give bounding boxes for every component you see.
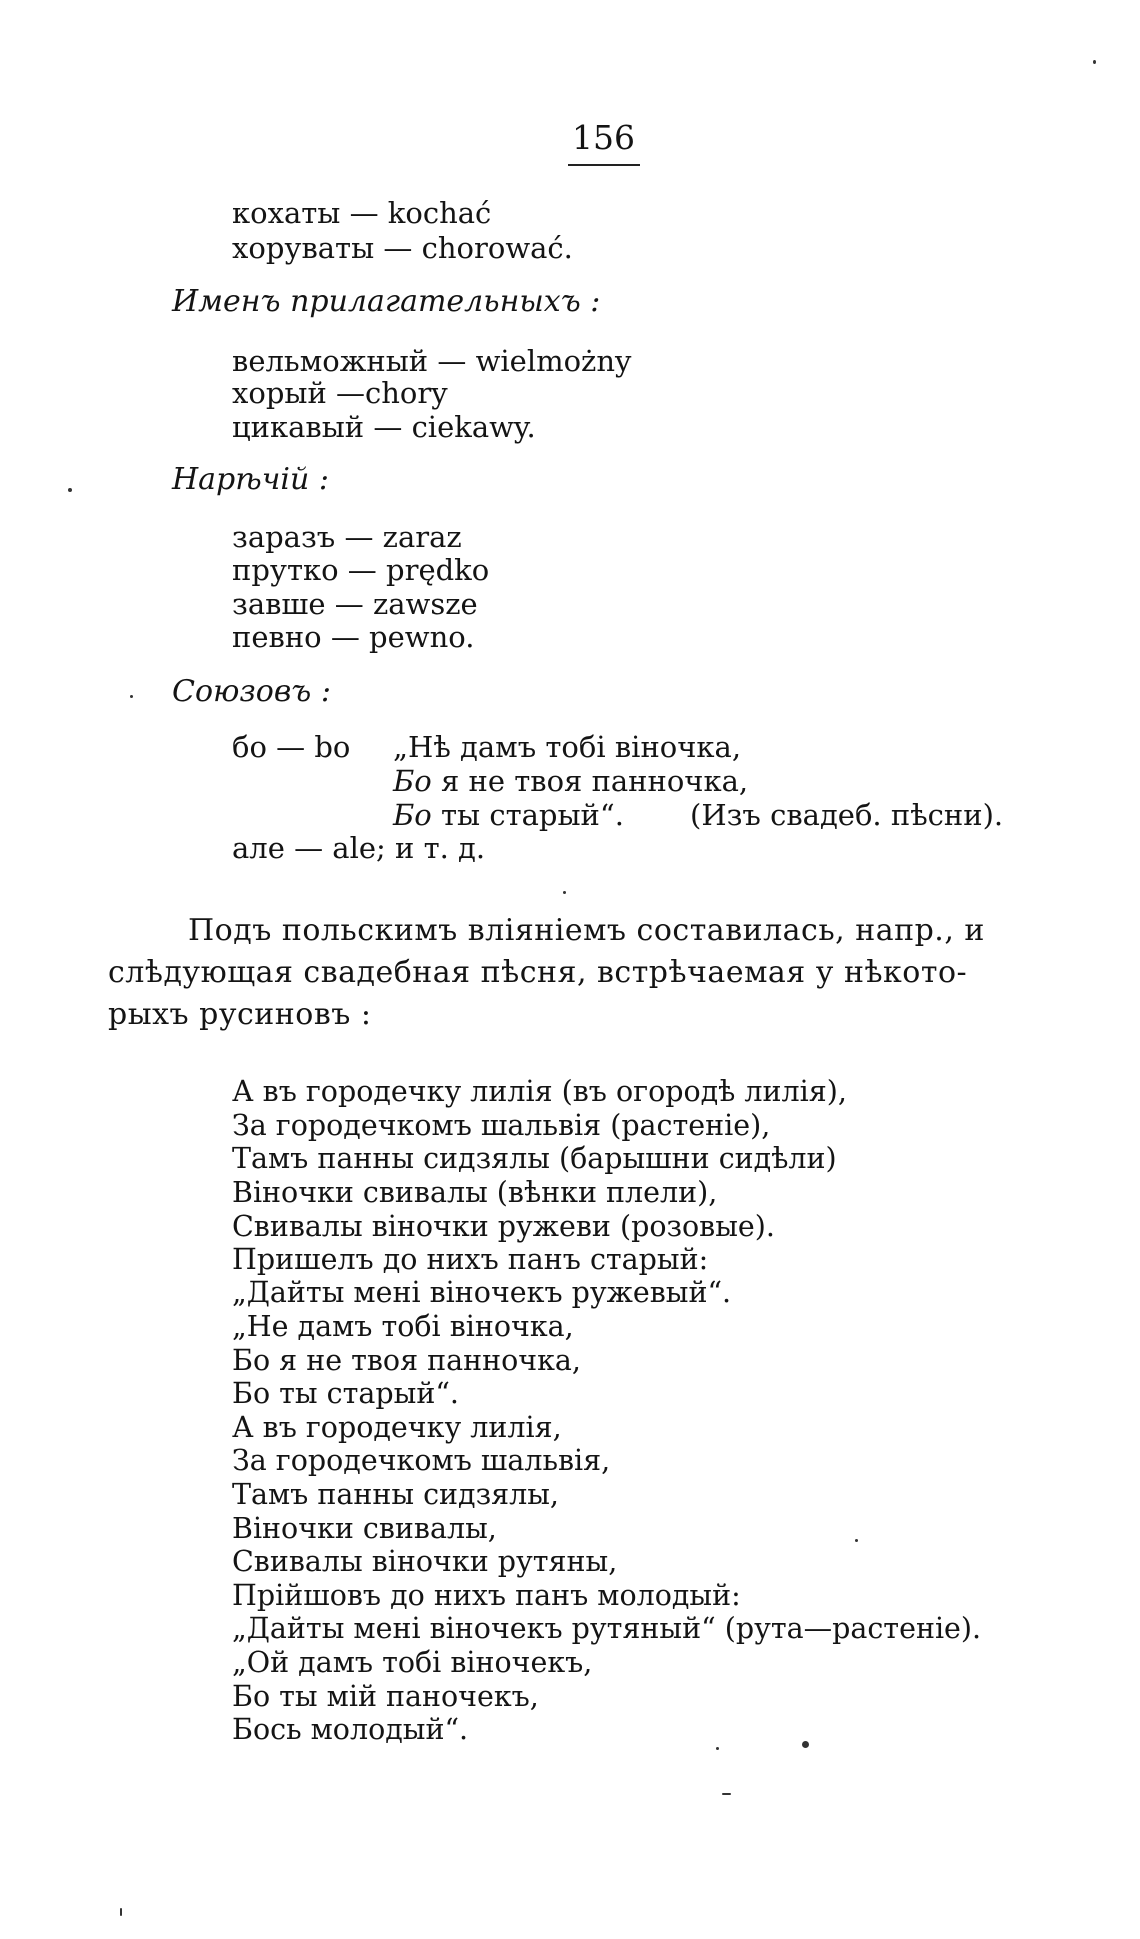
adverb-line-3: завше — zawsze bbox=[232, 587, 478, 621]
ink-speck bbox=[120, 1908, 122, 1916]
ink-speck bbox=[563, 891, 566, 894]
song-line: За городечкомъ шальвія (растеніе), bbox=[232, 1109, 771, 1142]
song-line: Прійшовъ до нихъ панъ молодый: bbox=[232, 1579, 741, 1612]
adjective-line-3: цикавый — ciekawy. bbox=[232, 410, 536, 444]
paragraph-line-3: рыхъ русиновъ : bbox=[108, 997, 372, 1032]
ink-speck bbox=[130, 695, 133, 698]
song-line: Бо я не твоя панночка, bbox=[232, 1344, 581, 1377]
song-line: А въ городечку лилія, bbox=[232, 1411, 562, 1444]
paragraph-line-1: Подъ польскимъ вліяніемъ составилась, напр., и bbox=[188, 913, 985, 948]
song-line: Тамъ панны сидзялы, bbox=[232, 1478, 559, 1511]
ink-speck bbox=[68, 488, 72, 492]
quote-line-3 bbox=[393, 798, 624, 832]
adverbs-heading: Нарѣчій : bbox=[172, 462, 329, 497]
source-note: (Изъ свадеб. пѣсни). bbox=[690, 798, 1004, 832]
song-line: Тамъ панны сидзялы (барышни сидѣли) bbox=[232, 1142, 837, 1175]
adjectives-heading: Именъ прилагательныхъ : bbox=[172, 284, 601, 319]
song-line: Бось молодый“. bbox=[232, 1713, 469, 1746]
quote-line-2-rest: я не твоя панночка, bbox=[431, 764, 749, 798]
song-line: „Ой дамъ тобі віночекъ, bbox=[232, 1646, 593, 1679]
ink-speck bbox=[1093, 60, 1096, 64]
quote-line-2 bbox=[393, 764, 748, 798]
page-number: 156 bbox=[572, 118, 635, 157]
song-line: Бо ты мій паночекъ, bbox=[232, 1680, 539, 1713]
conjunction-bo: бо — bo bbox=[232, 730, 351, 764]
song-line: Бо ты старый“. bbox=[232, 1377, 459, 1410]
adverb-line-1: заразъ — zaraz bbox=[232, 520, 462, 554]
song-line: За городечкомъ шальвія, bbox=[232, 1444, 611, 1477]
quote-line-1: „Нѣ дамъ тобі віночка, bbox=[393, 730, 742, 764]
conjunction-ale: але — ale; и т. д. bbox=[232, 831, 486, 865]
quote-line-2-italic: Бо bbox=[393, 764, 432, 798]
ink-speck bbox=[722, 1793, 731, 1795]
song-line: Віночки свивалы (вѣнки плели), bbox=[232, 1176, 718, 1209]
song-line: Пришелъ до нихъ панъ старый: bbox=[232, 1243, 709, 1276]
song-line: „Не дамъ тобі віночка, bbox=[232, 1310, 574, 1343]
song-line: А въ городечку лилія (въ огородѣ лилія), bbox=[232, 1075, 847, 1108]
ink-speck bbox=[855, 1539, 858, 1542]
quote-line-3-rest: ты старый“. bbox=[431, 798, 624, 832]
verbs-line-1: кохаты — kochać bbox=[232, 196, 492, 230]
song-line: Свивалы віночки рутяны, bbox=[232, 1545, 618, 1578]
song-line: „Дайты мені віночекъ ружевый“. bbox=[232, 1276, 732, 1309]
adjective-line-2: хорый —chory bbox=[232, 376, 448, 410]
conjunctions-heading: Союзовъ : bbox=[172, 674, 331, 709]
quote-line-3-italic: Бо bbox=[393, 798, 432, 832]
song-line: Свивалы віночки ружеви (розовые). bbox=[232, 1210, 775, 1243]
page-number-rule bbox=[568, 164, 640, 166]
adverb-line-4: певно — pewno. bbox=[232, 620, 475, 654]
song-line: Віночки свивалы, bbox=[232, 1512, 497, 1545]
paragraph-line-2: слѣдующая свадебная пѣсня, встрѣчаемая у нѣкото- bbox=[108, 955, 968, 990]
ink-speck bbox=[802, 1741, 809, 1748]
song-line: „Дайты мені віночекъ рутяный“ (рута—растеніе). bbox=[232, 1612, 982, 1645]
ink-speck bbox=[716, 1747, 719, 1750]
adverb-line-2: прутко — prędko bbox=[232, 553, 490, 587]
adjective-line-1: вельможный — wielmożny bbox=[232, 344, 632, 378]
verbs-line-2: хоруваты — chorować. bbox=[232, 231, 573, 265]
